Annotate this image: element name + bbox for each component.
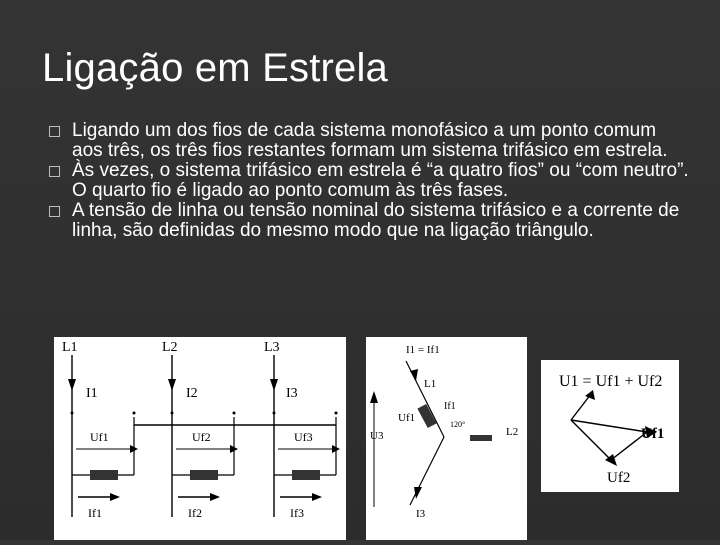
top-current-label: I1 = If1 [406,344,440,356]
current-label-i1: I1 [86,386,98,401]
bullet-item [50,201,690,241]
phase-current-label-if3: If3 [290,506,304,520]
phase-current-label-if2: If2 [188,506,202,520]
current-label-i2: I2 [186,386,198,401]
phasor-label-uf1: Uf1 [641,426,665,442]
voltage-label-uf2: Uf2 [192,430,211,444]
branch-line-label: L1 [424,378,437,390]
phasor-diagram [541,360,679,492]
current-label-i3: I3 [286,386,298,401]
phasor-equation: U1 = Uf1 + Uf2 [559,373,663,390]
voltage-label-uf1: Uf1 [90,430,109,444]
line-label-l2: L2 [162,340,178,355]
slide-title: Ligação em Estrela [42,46,389,90]
line-label-l3: L3 [264,340,280,355]
phasor-label-uf2: Uf2 [607,470,631,486]
star-branch-diagram [366,337,527,540]
line-voltage-label: U3 [370,430,384,442]
bullet-square-icon [49,126,60,137]
phase-current-label-if1: If1 [88,506,102,520]
angle-label: 120° [450,420,466,429]
bullet-item [50,121,690,161]
bullet-item [50,161,690,201]
star-circuit-diagram [54,337,346,540]
line-label-l1: L1 [62,340,78,355]
bullet-square-icon [49,206,60,217]
bullet-list [50,121,690,241]
bottom-current-label: I3 [416,508,426,520]
branch-voltage-label: Uf1 [398,412,416,424]
bullet-square-icon [49,166,60,177]
bullet-text: Ligando um dos fios de cada sistema monofásico a um ponto comum aos três, os três fios restantes formam um sistema trifásico em estrela. [72,120,668,161]
bullet-text: Às vezes, o sistema trifásico em estrela é “a quatro fios” ou “com neutro”. O quarto fio é ligado ao ponto comum às três fases. [72,160,689,201]
branch-current-label: If1 [444,401,456,412]
bullet-text: A tensão de linha ou tensão nominal do sistema trifásico e a corrente de linha, são definidas do mesmo modo que na ligação triângulo. [72,200,680,241]
line-2-label: L2 [506,426,519,438]
voltage-label-uf3: Uf3 [294,430,313,444]
